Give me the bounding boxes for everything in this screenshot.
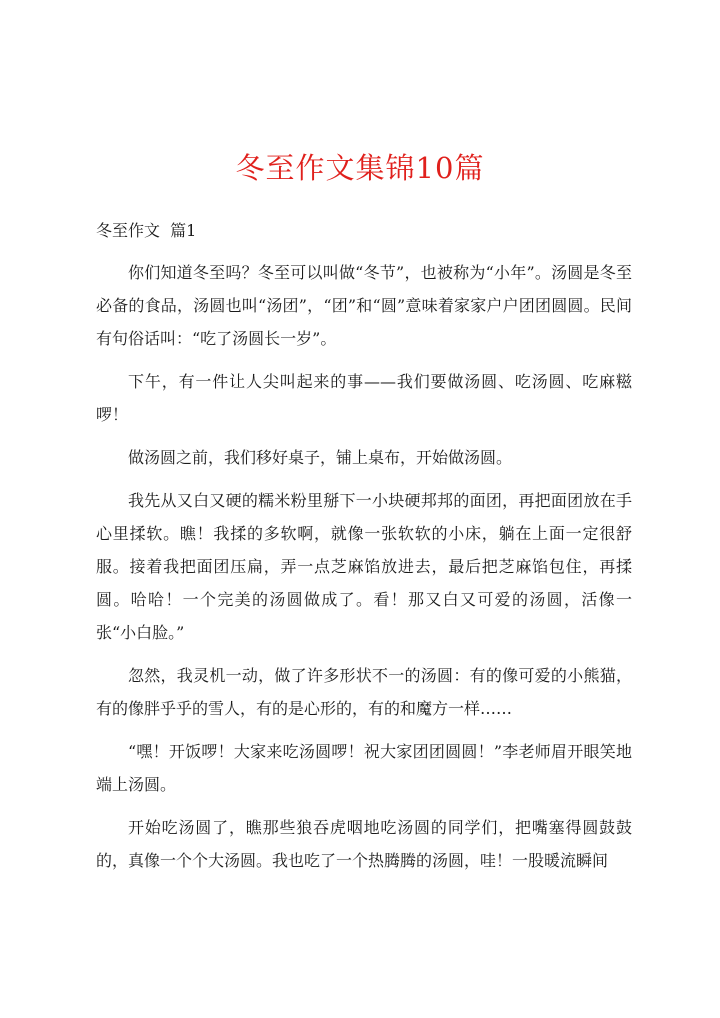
paragraph: 忽然，我灵机一动，做了许多形状不一的汤圆：有的像可爱的小熊猫，有的像胖乎乎的雪人，有的是心形的，有的和魔方一样…… — [96, 666, 632, 718]
paragraph: “嘿！开饭啰！大家来吃汤圆啰！祝大家团团圆圆！”李老师眉开眼笑地端上汤圆。 — [96, 742, 632, 794]
article-heading: 冬至作文 篇1 — [96, 221, 197, 240]
paragraph: 做汤圆之前，我们移好桌子，铺上桌布，开始做汤圆。 — [128, 448, 513, 467]
paragraph: 下午，有一件让人尖叫起来的事——我们要做汤圆、吃汤圆、吃麻糍啰！ — [96, 372, 632, 424]
paragraph: 你们知道冬至吗？冬至可以叫做“冬节”，也被称为“小年”。汤圆是冬至必备的食品，汤圆也叫“汤团”，“团”和“圆”意味着家家户户团团圆圆。民间有句俗话叫：“吃了汤圆长一岁”。 — [96, 263, 632, 348]
article-body — [96, 256, 632, 887]
paragraph: 开始吃汤圆了，瞧那些狼吞虎咽地吃汤圆的同学们，把嘴塞得圆鼓鼓的，真像一个个大汤圆。我也吃了一个热腾腾的汤圆，哇！一股暖流瞬间 — [96, 818, 632, 870]
paragraph: 我先从又白又硬的糯米粉里掰下一小块硬邦邦的面团，再把面团放在手心里揉软。瞧！我揉的多软啊，就像一张软软的小床，躺在上面一定很舒服。接着我把面团压扁，弄一点芝麻馅放进去，最后把芝麻馅包住，再揉圆。哈哈！一个完美的汤圆做成了。看！那又白又可爱的汤圆，活像一张“小白脸。” — [96, 491, 632, 642]
document-title: 冬至作文集锦10篇 — [235, 151, 485, 185]
